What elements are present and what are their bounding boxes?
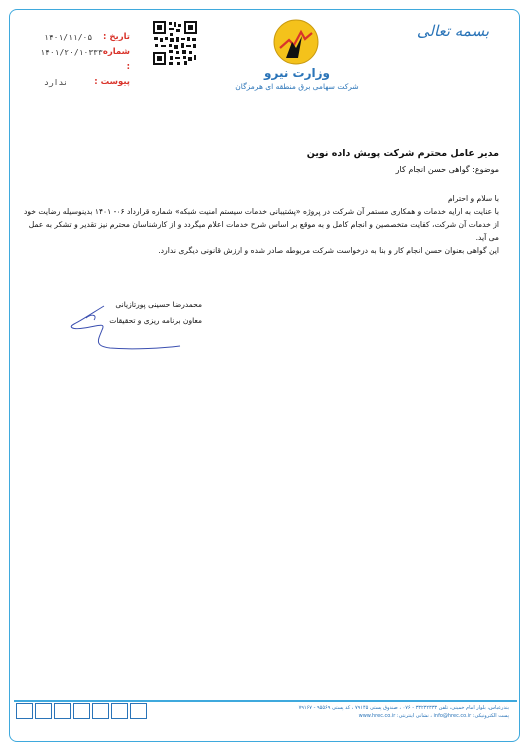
subject: موضوع: گواهی حسن انجام کار — [395, 165, 499, 174]
number-row — [40, 45, 130, 75]
number-label: شماره : — [102, 47, 130, 72]
iso-certificate-icon — [73, 703, 90, 719]
page-border — [9, 9, 520, 742]
attachment-label: پیوست : — [94, 77, 130, 87]
footer-divider — [14, 700, 517, 702]
company-logo-icon — [272, 18, 320, 66]
recipient: مدیر عامل محترم شرکت پویش داده نوین — [306, 148, 499, 159]
footer-address: بندرعباس، بلوار امام خمینی، تلفن ۳۳۲۳۲۳۳۳ - ۰۷۶ ، صندوق پستی ۷۹۱۴۵ ، کد پستی ۹۵۵۶۹ - ۷۹۱۶۷ — [298, 705, 509, 711]
certificate-badges — [16, 703, 147, 723]
iso-certificate-icon — [130, 703, 147, 719]
iso-certificate-icon — [92, 703, 109, 719]
letter-body — [19, 148, 499, 257]
date-label: تاریخ : — [103, 32, 130, 42]
date-row — [44, 30, 130, 45]
footer-web: پست الکترونیکی: info@hrec.co.ir ، نشانی اینترنتی: www.hrec.co.ir — [358, 713, 509, 719]
date-value: ۱۴۰۱/۱۱/۰۵ — [44, 33, 93, 42]
footer-contact — [179, 704, 509, 720]
iso-certificate-icon — [111, 703, 128, 719]
basmala: بسمه تعالی — [416, 22, 489, 40]
company-name: شرکت سهامی برق منطقه ای هرمزگان — [235, 82, 359, 91]
paragraph-main: با عنایت به ارایه خدمات و همکاری مستمر آن شرکت در پروژه «پشتیبانی خدمات سیستم امنیت شبکه» شماره قرارداد ۰۶- ۱۴۰۱ بدینوسیله رضایت خود از خدمات آن شرکت، کفایت متخصصین و انجام کامل و به موقع بر اساس شرح خدمات اعلام میگردد و از کارشناسان محترم نیز تقدیر و تشکر به عمل می آید. — [23, 207, 499, 242]
iso-certificate-icon — [54, 703, 71, 719]
qr-code-icon — [152, 20, 198, 76]
handwritten-signature-icon — [64, 300, 184, 360]
signatory-name: محمدرضا حسینی پورتازیانی — [115, 300, 202, 309]
number-value: ۱۴۰۱/۲۰/۱۰۳۳۳ — [40, 48, 103, 57]
paragraph-disclaimer: این گواهی بعنوان حسن انجام کار و بنا به درخواست شرکت مربوطه صادر شده و ارزش قانونی دیگری ندارد. — [158, 246, 499, 255]
attachment-value: ندارد — [44, 78, 69, 87]
signatory-title: معاون برنامه ریزی و تحقیقات — [109, 316, 202, 325]
iso-certificate-icon — [16, 703, 33, 719]
greeting: با سلام و احترام — [447, 194, 499, 203]
ministry-name: وزارت نیرو — [264, 66, 330, 80]
letter-meta — [40, 30, 130, 90]
attachment-row — [44, 75, 130, 90]
iso-certificate-icon — [35, 703, 52, 719]
